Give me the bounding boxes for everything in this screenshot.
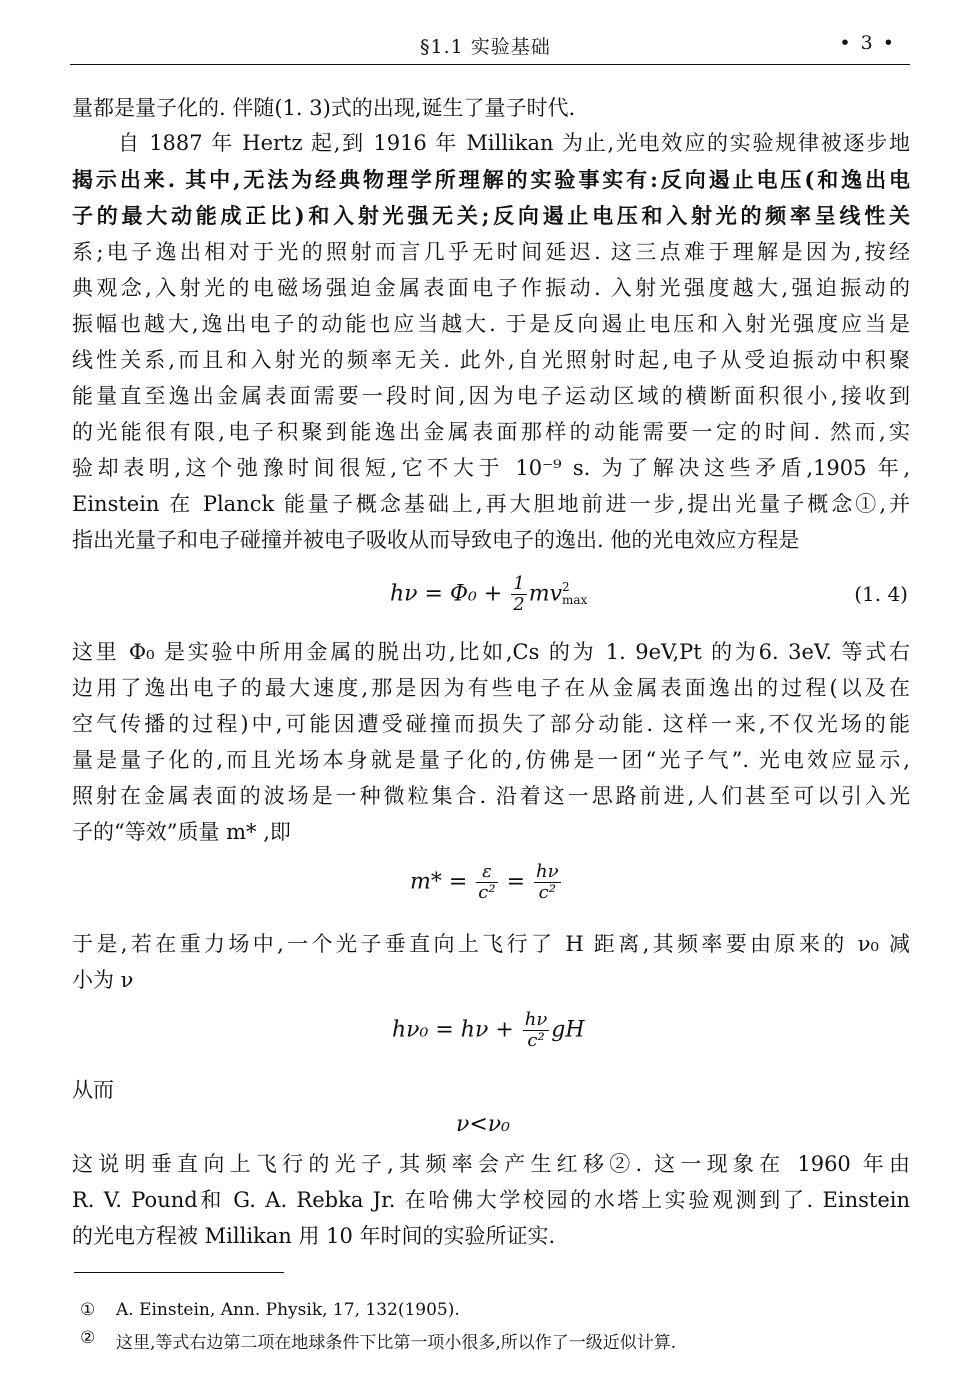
denominator: c² xyxy=(478,881,496,903)
text-line: 振幅也越大,逸出电子的动能也应当越大. 于是反向遏止电压和入射光强度应当是 xyxy=(72,312,910,336)
denominator: 2 xyxy=(513,593,525,615)
equation-1-4 xyxy=(390,574,587,615)
text-line: R. V. Pound和 G. A. Rebka Jr. 在哈佛大学校园的水塔上实验观测到了. Einstein xyxy=(72,1188,910,1212)
running-header xyxy=(70,28,910,65)
numerator: 1 xyxy=(513,573,525,594)
eq-lhs: hν = Φ₀ + xyxy=(390,581,510,607)
text-line: 照射在金属表面的波场是一种微粒集合. 沿着这一思路前进,人们甚至可以引入光 xyxy=(72,784,910,808)
fraction xyxy=(511,574,526,615)
text-line: 典观念,入射光的电磁场强迫金属表面电子作振动. 入射光强度越大,强迫振动的 xyxy=(72,276,910,300)
numerator: hν xyxy=(536,861,559,882)
equation-effective-mass xyxy=(410,862,563,903)
text-line: 验却表明,这个弛豫时间很短,它不大于 10⁻⁹ s. 为了解决这些矛盾,1905 年, xyxy=(72,456,910,480)
equation-redshift xyxy=(392,1010,585,1051)
numerator: hν xyxy=(524,1009,548,1030)
text-line: 线性关系,而且和入射光的频率无关. 此外,自光照射时起,电子从受迫振动中积聚 xyxy=(72,348,910,372)
text-line: 能量直至逸出金属表面需要一段时间,因为电子运动区域的横断面积很小,接收到 xyxy=(72,384,910,408)
superscript: 2 xyxy=(562,580,570,595)
footnote-mark: ② xyxy=(80,1328,96,1348)
fraction xyxy=(523,1010,550,1051)
text-line: 揭示出来. 其中,无法为经典物理学所理解的实验事实有:反向遏止电压(和逸出电 xyxy=(72,167,910,192)
footnote-text: A. Einstein, Ann. Physik, 17, 132(1905). xyxy=(116,1300,460,1320)
eq-equals: = xyxy=(499,869,532,895)
text-line: Einstein 在 Planck 能量子概念基础上,再大胆地前进一步,提出光量子概念①,并 xyxy=(72,492,910,516)
text-line: 系;电子逸出相对于光的照射而言几乎无时间延迟. 这三点难于理解是因为,按经 xyxy=(72,240,910,264)
footnote-mark: ① xyxy=(80,1300,96,1320)
text-line: 空气传播的过程)中,可能因遭受碰撞而损失了部分动能. 这样一来,不仅光场的能 xyxy=(72,712,910,736)
text-line: 边用了逸出电子的最大速度,那是因为有些电子在从金属表面逸出的过程(以及在 xyxy=(72,676,910,700)
text-line: 子的“等效”质量 m* ,即 xyxy=(72,820,291,844)
fraction xyxy=(534,862,561,903)
section-title: §1.1 实验基础 xyxy=(420,36,551,58)
footnote-rule xyxy=(74,1272,284,1273)
subscript: max xyxy=(562,593,588,608)
text-line: 从而 xyxy=(72,1078,114,1102)
eq-term: gH xyxy=(551,1017,585,1043)
eq-lhs: hν₀ = hν + xyxy=(392,1017,521,1043)
footnote-text: 这里,等式右边第二项在地球条件下比第一项小很多,所以作了一级近似计算. xyxy=(116,1333,677,1353)
sup-sub xyxy=(562,581,587,607)
page-number: • 3 • xyxy=(839,32,896,54)
text-line: 这里 Φ₀ 是实验中所用金属的脱出功,比如,Cs 的为 1. 9eV,Pt 的为6. 3eV. 等式右 xyxy=(72,640,910,664)
text-line: 量都是量子化的. 伴随(1. 3)式的出现,诞生了量子时代. xyxy=(72,96,576,120)
text-line: 于是,若在重力场中,一个光子垂直向上飞行了 H 距离,其频率要由原来的 ν₀ 减 xyxy=(72,932,910,956)
denominator: c² xyxy=(538,881,556,903)
text-line: 量是量子化的,而且光场本身就是量子化的,仿佛是一团“光子气”. 光电效应显示, xyxy=(72,748,910,772)
numerator: ε xyxy=(476,862,497,883)
fraction xyxy=(476,862,497,903)
text-line: 小为 ν xyxy=(72,968,134,992)
text-line: 子的最大动能成正比)和入射光强无关;反向遏止电压和入射光的频率呈线性关 xyxy=(72,203,910,228)
denominator: c² xyxy=(527,1029,545,1051)
eq-term: mv xyxy=(528,581,562,607)
text-line: 的光能很有限,电子积聚到能逸出金属表面那样的动能需要一定的时间. 然而,实 xyxy=(72,420,910,444)
equation-inequality: ν<ν₀ xyxy=(456,1112,511,1137)
text-line: 这说明垂直向上飞行的光子,其频率会产生红移②. 这一现象在 1960 年由 xyxy=(72,1152,910,1176)
equation-number: (1. 4) xyxy=(854,582,908,606)
text-line: 自 1887 年 Hertz 起,到 1916 年 Millikan 为止,光电效应的实验规律被逐步地 xyxy=(118,131,910,155)
text-line: 指出光量子和电子碰撞并被电子吸收从而导致电子的逸出. 他的光电效应方程是 xyxy=(72,528,800,552)
text-line: 的光电方程被 Millikan 用 10 年时间的实验所证实. xyxy=(72,1224,556,1248)
eq-lhs: m* = xyxy=(410,869,475,895)
